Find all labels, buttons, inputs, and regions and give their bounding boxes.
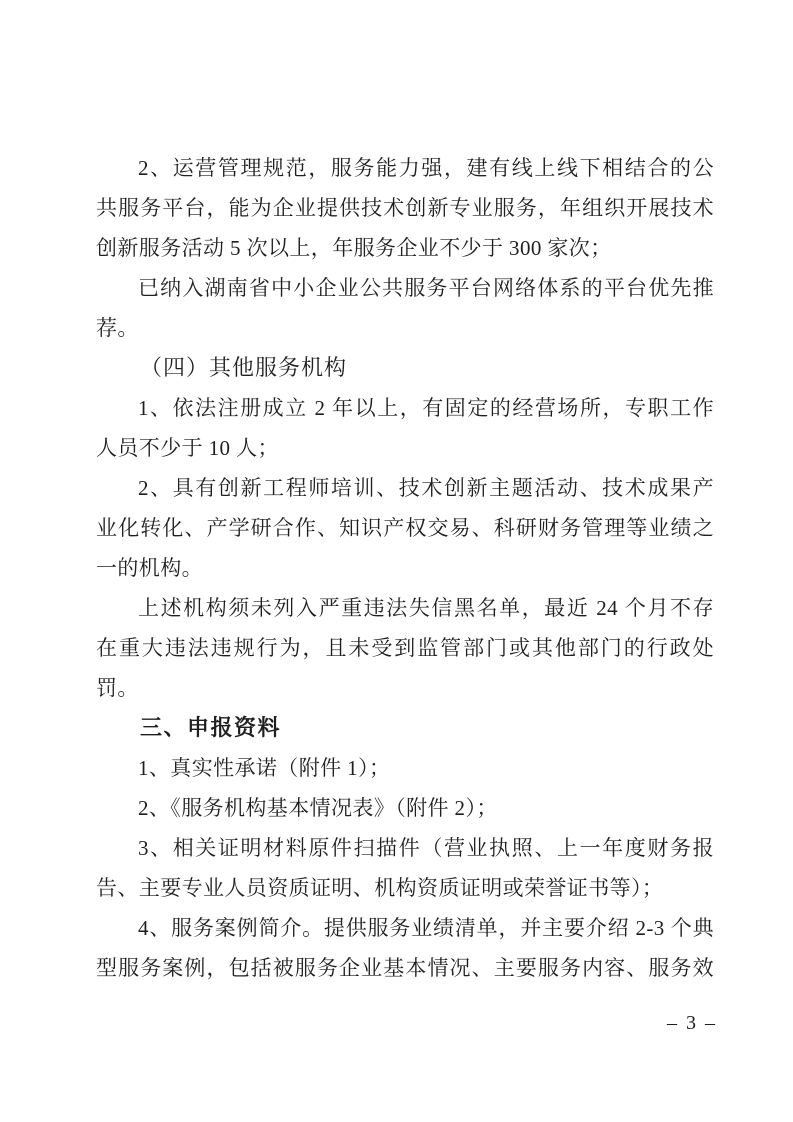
paragraph: [96, 388, 714, 468]
text-line: 上述机构须未列入严重违法失信黑名单，最近 24 个月不存: [138, 596, 714, 620]
heading-kai: [96, 348, 714, 388]
paragraph: [96, 468, 714, 588]
text-line: 告、主要专业人员资质证明、机构资质证明或荣誉证书等）；: [96, 876, 664, 900]
text-line: 3、相关证明材料原件扫描件（营业执照、上一年度财务报: [138, 836, 714, 860]
page-number: – 3 –: [667, 1012, 717, 1034]
paragraph: [96, 788, 714, 828]
text-line: 2、具有创新工程师培训、技术创新主题活动、技术成果产: [138, 476, 714, 500]
text-line: 人员不少于 10 人；: [96, 436, 279, 460]
text-line: 4、服务案例简介。提供服务业绩清单，并主要介绍 2-3 个典: [138, 916, 714, 940]
text-line: 创新服务活动 5 次以上，年服务企业不少于 300 家次；: [96, 236, 612, 260]
text-line: （四）其他服务机构: [140, 355, 348, 380]
text-line: 2、运营管理规范，服务能力强，建有线上线下相结合的公: [138, 156, 714, 180]
paragraph: [96, 828, 714, 908]
text-line: 1、真实性承诺（附件 1）；: [138, 756, 391, 780]
heading-bold: [96, 708, 714, 748]
text-line: 业化转化、产学研合作、知识产权交易、科研财务管理等业绩之: [96, 516, 714, 540]
text-line: 已纳入湖南省中小企业公共服务平台网络体系的平台优先推: [138, 276, 714, 300]
paragraph: [96, 268, 714, 348]
text-line: 荐。: [96, 316, 139, 340]
text-line: 型服务案例，包括被服务企业基本情况、主要服务内容、服务效: [96, 956, 714, 980]
text-line: 罚。: [96, 676, 139, 700]
paragraph: [96, 748, 714, 788]
text-line: 共服务平台，能为企业提供技术创新专业服务，年组织开展技术: [96, 196, 714, 220]
text-line: 2、《服务机构基本情况表》（附件 2）；: [138, 796, 498, 820]
paragraph: [96, 588, 714, 708]
text-line: 1、依法注册成立 2 年以上，有固定的经营场所，专职工作: [138, 396, 714, 420]
text-line: 一的机构。: [96, 556, 203, 580]
paragraph: [96, 148, 714, 268]
page-body: [96, 148, 714, 988]
paragraph: [96, 908, 714, 988]
text-line: 在重大违法违规行为，且未受到监管部门或其他部门的行政处: [96, 636, 714, 660]
text-line: 三、申报资料: [140, 715, 282, 740]
